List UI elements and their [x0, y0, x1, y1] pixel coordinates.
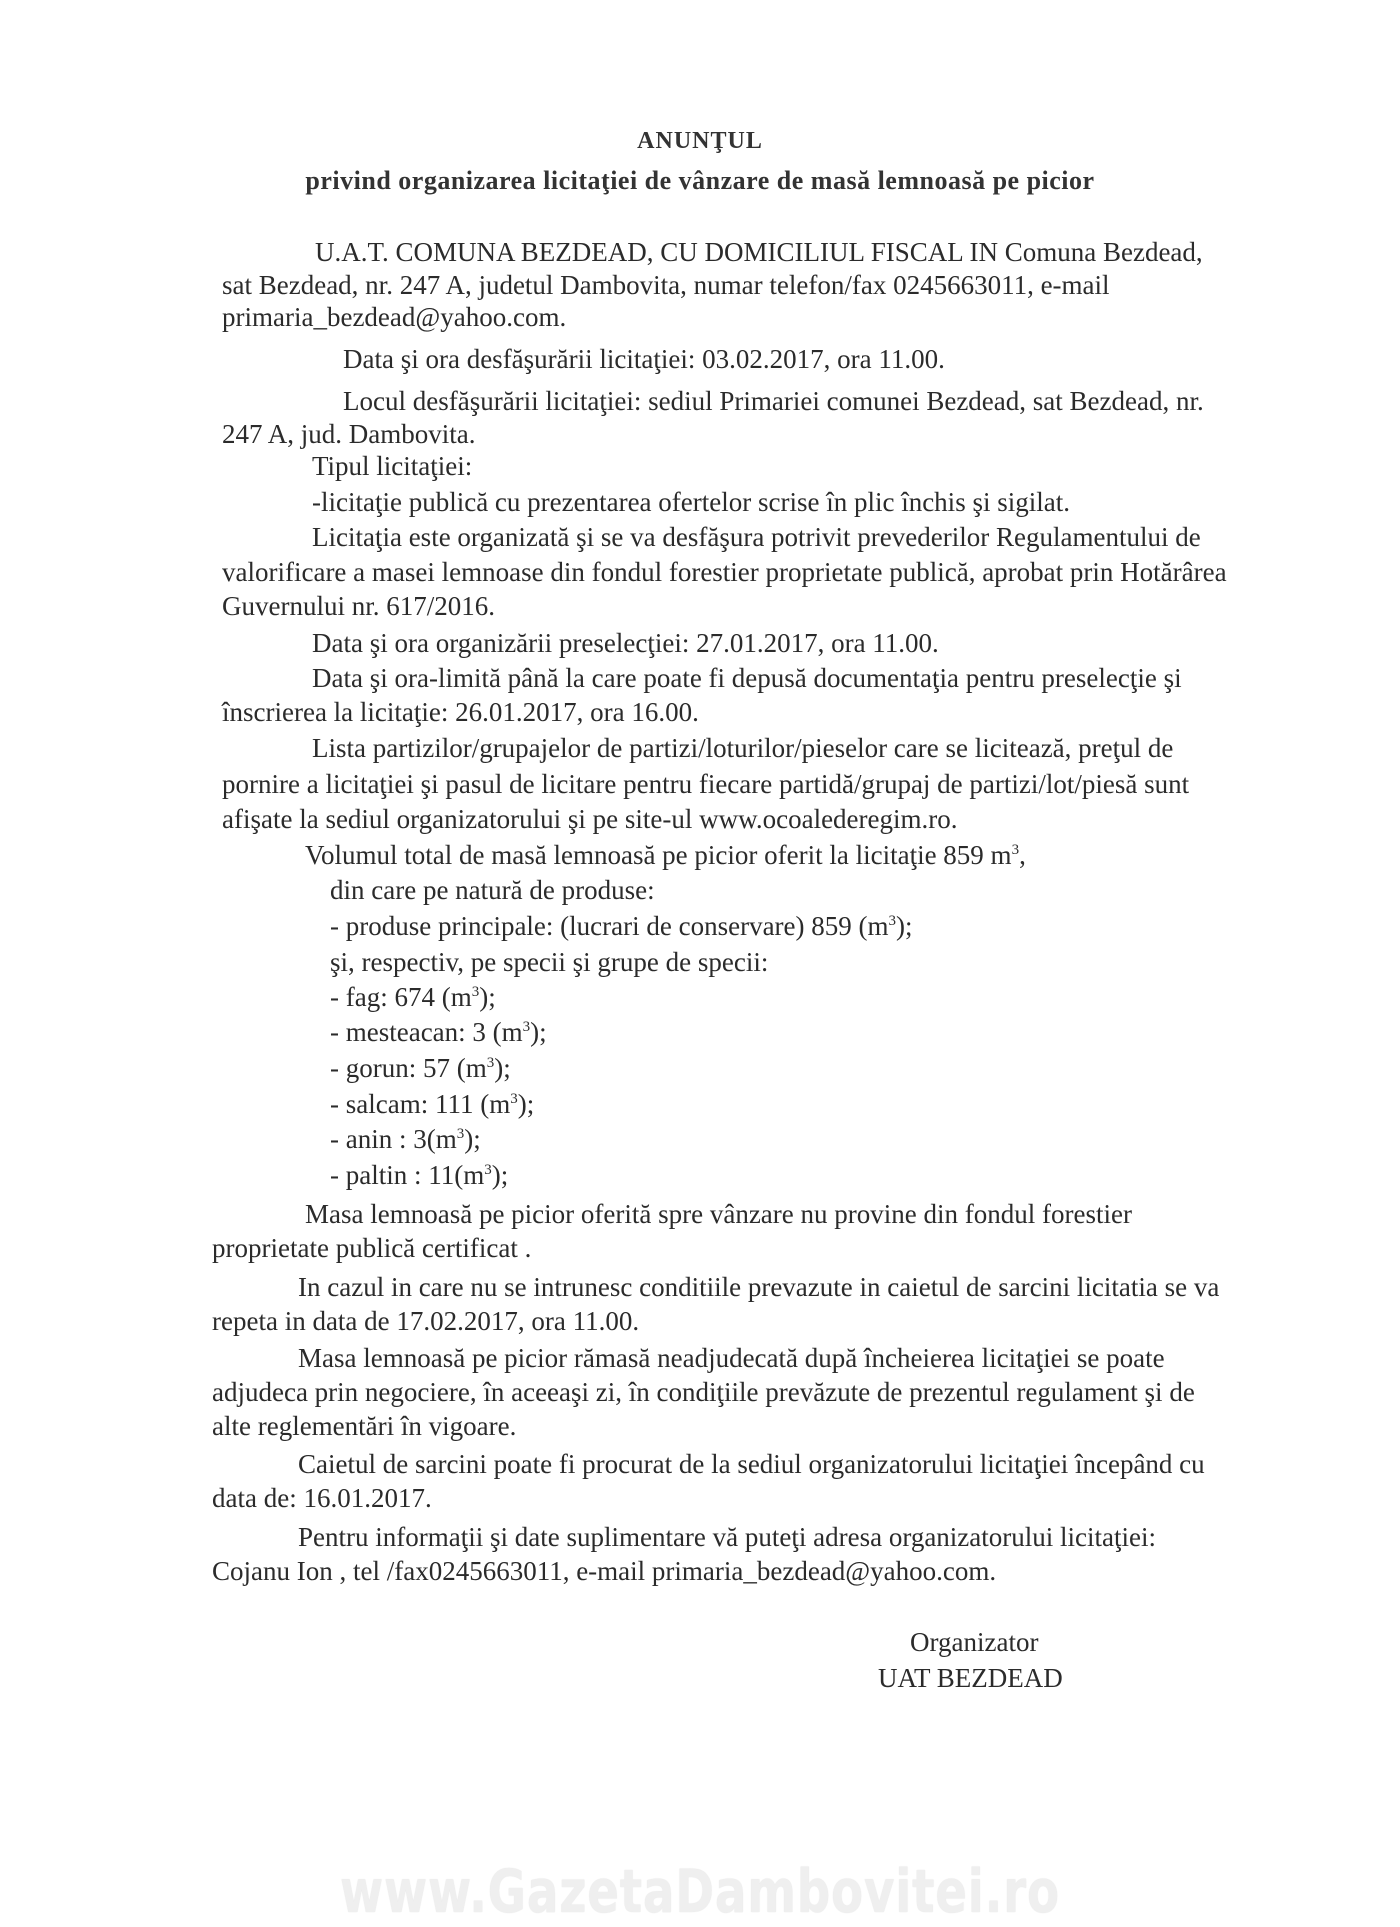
contact-line-1: Pentru informaţii şi date suplimentare vă puteţi adresa organizatorului licitaţiei: — [298, 1522, 1156, 1552]
auction-date-line: Data şi ora desfăşurării licitaţiei: 03.02.2017, ora 11.00. — [343, 344, 945, 374]
document-title: ANUNŢUL — [637, 128, 763, 154]
preselection-line: Data şi ora organizării preselecţiei: 27.01.2017, ora 11.00. — [312, 628, 939, 658]
main-products-line: - produse principale: (lucrari de conservare) 859 $(m^3)$; — [330, 911, 913, 941]
intro-line-3: primaria_bezdead@yahoo.com. — [222, 302, 567, 332]
negotiation-line-3: alte reglementări în vigoare. — [212, 1411, 517, 1441]
signature-role: Organizator — [910, 1627, 1039, 1657]
product-nature-line: din care pe natură de produse: — [330, 875, 655, 905]
lots-line-1: Lista partizilor/grupajelor de partizi/loturilor/pieselor care se licitează, preţul de — [312, 733, 1174, 763]
lots-line-2: pornire a licitaţiei şi pasul de licitare pentru fiecare partidă/grupaj de partizi/lot/piesă sunt — [222, 769, 1190, 799]
regulation-line-1: Licitaţia este organizată şi se va desfăşura potrivit prevederilor Regulamentului de — [312, 522, 1201, 552]
species-item: - salcam: 111 $(m^3)$; — [330, 1089, 535, 1119]
negotiation-line-1: Masa lemnoasă pe picior rămasă neadjudecată după încheierea licitaţiei se poate — [298, 1343, 1165, 1373]
specifications-line-2: data de: 16.01.2017. — [212, 1483, 432, 1513]
intro-line-2: sat Bezdead, nr. 247 A, judetul Dambovita, numar telefon/fax 0245663011, e-mail — [222, 270, 1110, 300]
type-value: -licitaţie publică cu prezentarea ofertelor scrise în plic închis şi sigilat. — [312, 487, 1070, 517]
certification-line-2: proprietate publică certificat . — [212, 1233, 532, 1263]
species-intro-line: şi, respectiv, pe specii şi grupe de specii: — [330, 947, 769, 977]
location-line-1: Locul desfăşurării licitaţiei: sediul Primariei comunei Bezdead, sat Bezdead, nr. — [343, 386, 1204, 416]
species-item: - mesteacan: 3 $(m^3)$; — [330, 1017, 547, 1047]
document-subtitle: privind organizarea licitaţiei de vânzare de masă lemnoasă pe picior — [305, 166, 1095, 195]
species-item: - gorun: 57 $(m^3)$; — [330, 1053, 511, 1083]
certification-line-1: Masa lemnoasă pe picior oferită spre vânzare nu provine din fondul forestier — [305, 1199, 1132, 1229]
contact-line-2: Cojanu Ion , tel /fax0245663011, e-mail primaria_bezdead@yahoo.com. — [212, 1556, 997, 1586]
regulation-line-2: valorificare a masei lemnoase din fondul forestier proprietate publică, aprobat prin Hotărârea — [222, 557, 1227, 587]
signature-name: UAT BEZDEAD — [878, 1663, 1063, 1693]
site-watermark: www.GazetaDambovitei.ro — [340, 1857, 1060, 1927]
intro-line-1: U.A.T. COMUNA BEZDEAD, CU DOMICILIUL FISCAL IN Comuna Bezdead, — [315, 237, 1203, 267]
type-label: Tipul licitaţiei: — [312, 451, 473, 481]
deadline-line-2: înscrierea la licitaţie: 26.01.2017, ora 16.00. — [222, 697, 699, 727]
species-item: - fag: 674 $(m^3)$; — [330, 982, 496, 1012]
negotiation-line-2: adjudeca prin negociere, în aceeaşi zi, în condiţiile prevăzute de prezentul regulament şi de — [212, 1377, 1195, 1407]
deadline-line-1: Data şi ora-limită până la care poate fi depusă documentaţia pentru preselecţie şi — [312, 663, 1182, 693]
species-item: - paltin : $11(m^3)$; — [330, 1160, 509, 1190]
location-line-2: 247 A, jud. Dambovita. — [222, 419, 476, 449]
repeat-line-1: In cazul in care nu se intrunesc conditiile prevazute in caietul de sarcini licitatia se va — [298, 1272, 1220, 1302]
regulation-line-3: Guvernului nr. 617/2016. — [222, 591, 495, 621]
species-item: - anin : $3(m^3)$; — [330, 1124, 481, 1154]
lots-line-3: afişate la sediul organizatorului şi pe site-ul www.ocoalederegim.ro. — [222, 804, 958, 834]
total-volume-line: Volumul total de masă lemnoasă pe picior oferit la licitaţie 859 $m^3$, — [305, 840, 1026, 870]
specifications-line-1: Caietul de sarcini poate fi procurat de la sediul organizatorului licitaţiei începând cu — [298, 1449, 1205, 1479]
repeat-line-2: repeta in data de 17.02.2017, ora 11.00. — [212, 1306, 640, 1336]
